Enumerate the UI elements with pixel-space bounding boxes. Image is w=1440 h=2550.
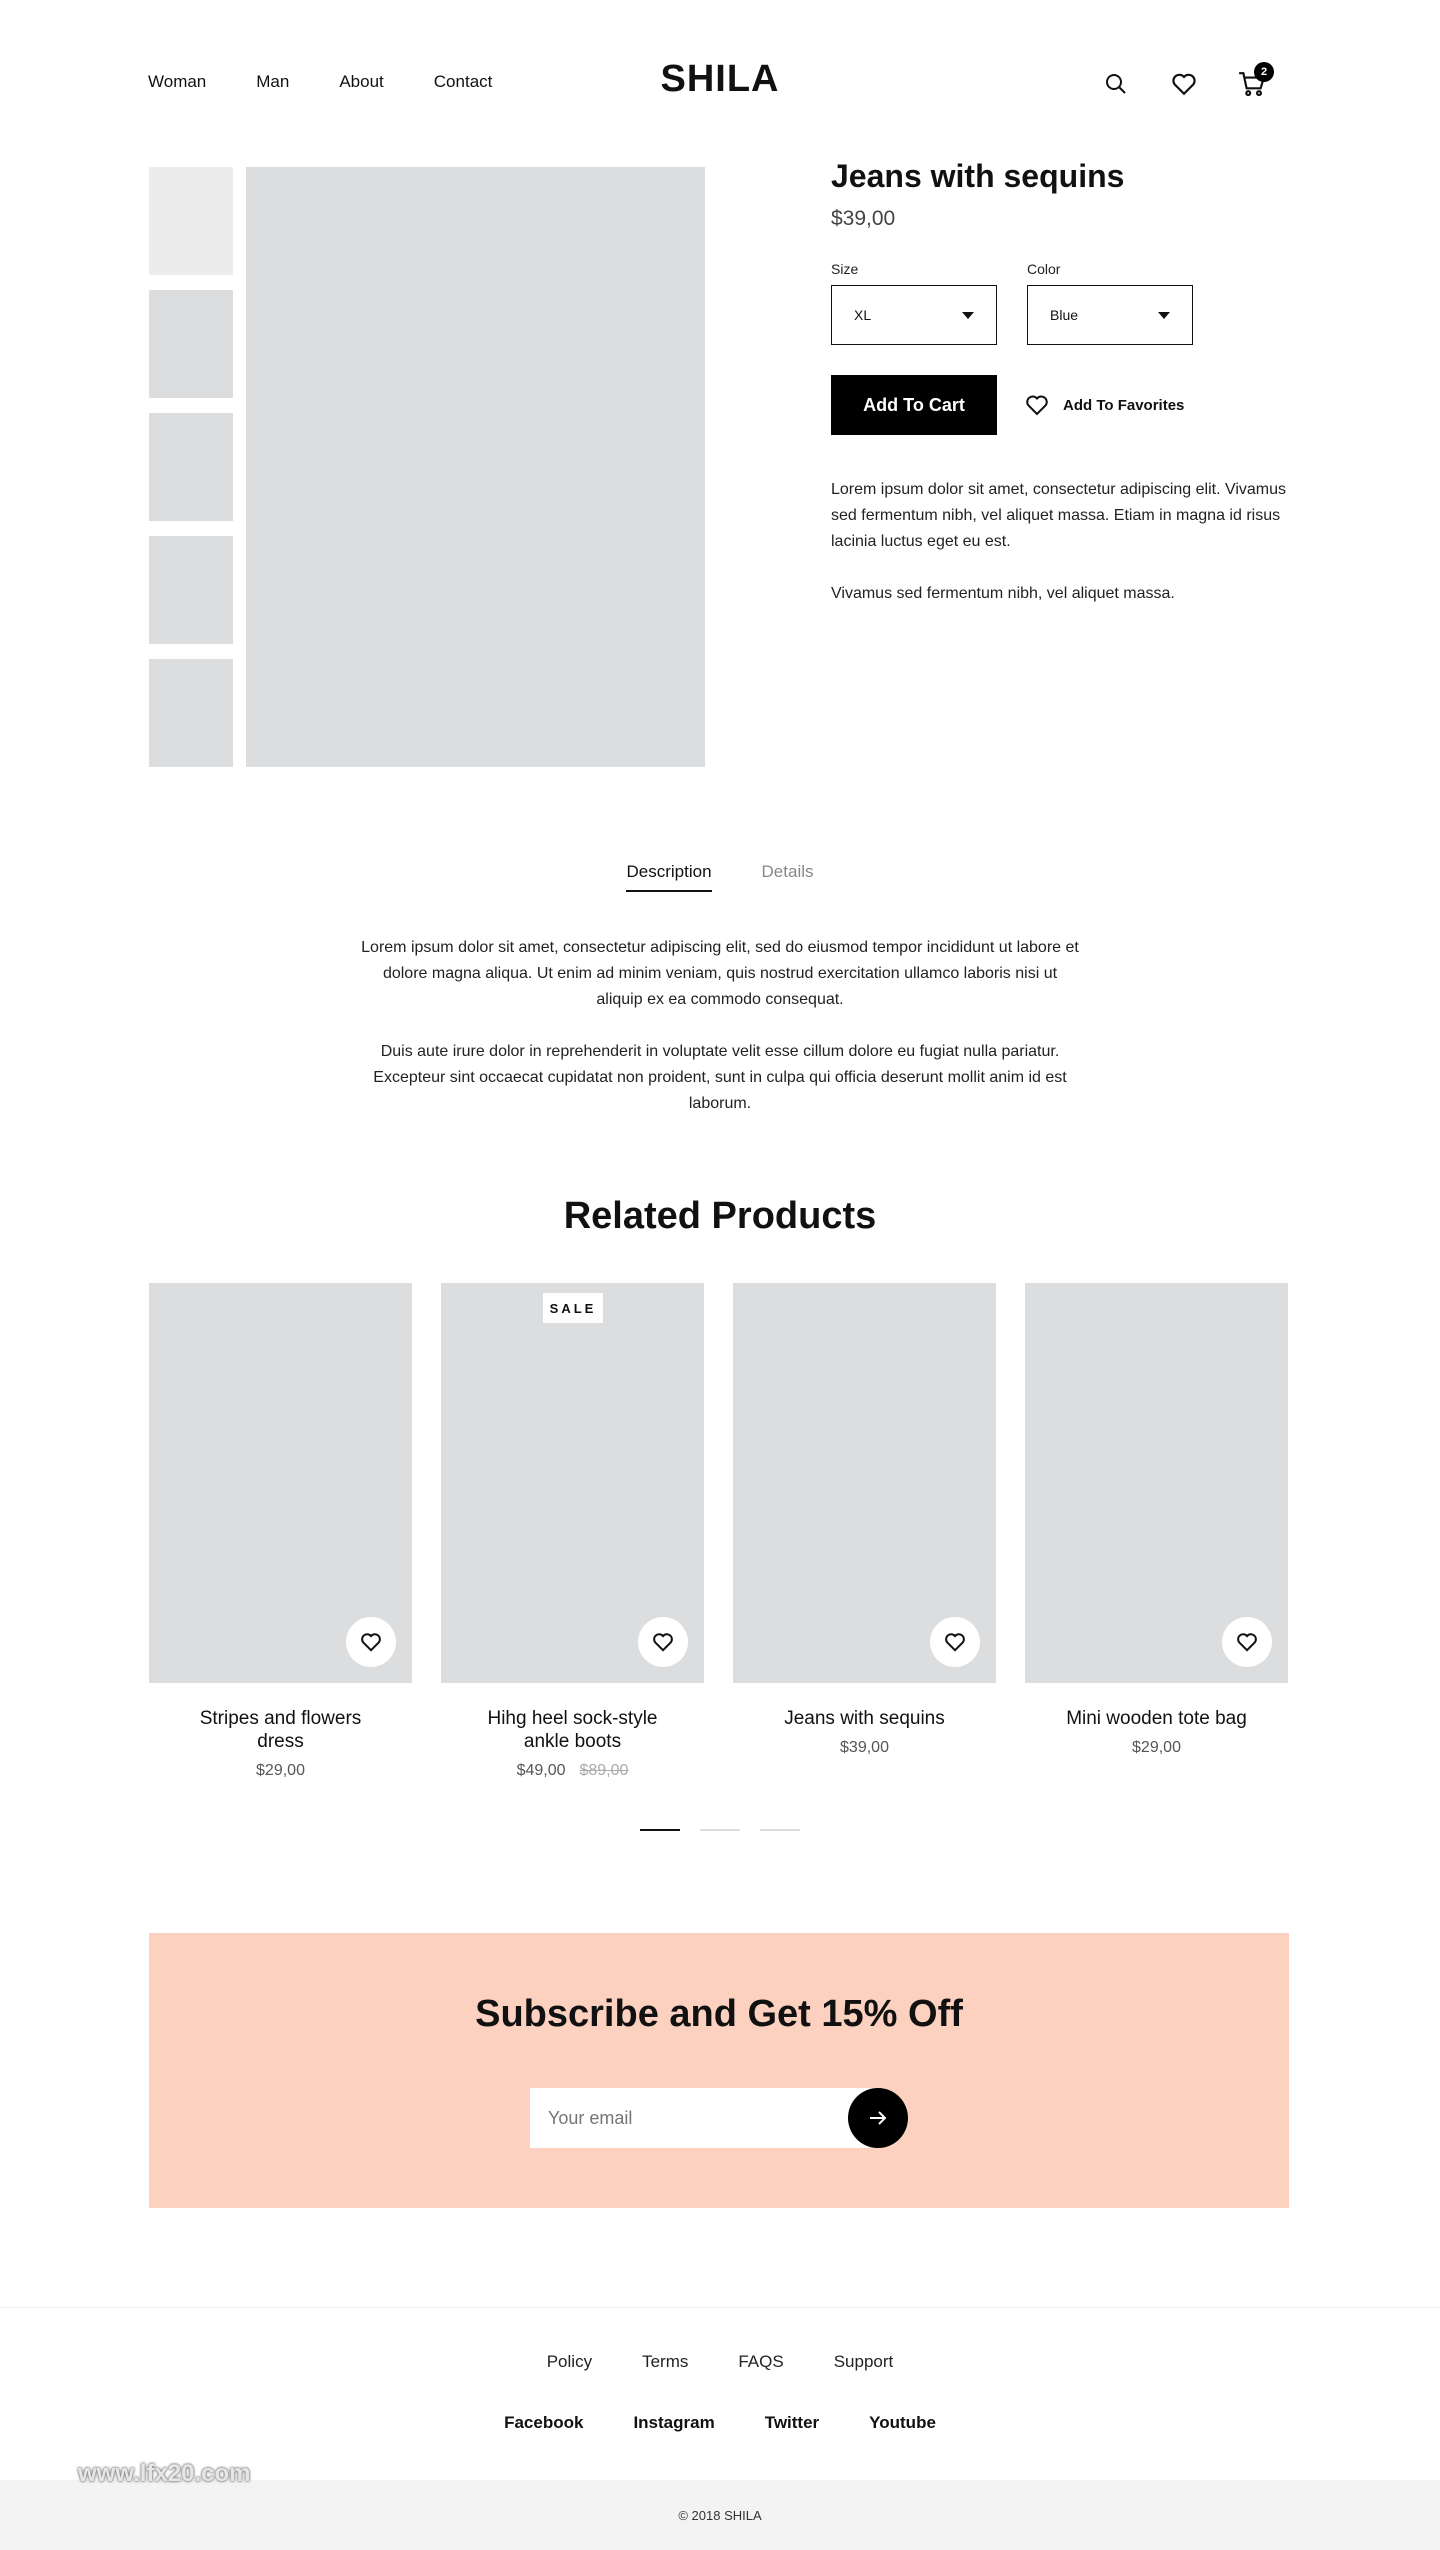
copyright-bar [0,2480,1440,2550]
header-actions [1100,68,1268,100]
color-label: Color [1027,261,1061,277]
tab-paragraph: Duis aute irure dolor in reprehenderit in voluptate velit esse cillum dolore eu fugiat nulla pariatur. Excepteur sint occaecat cupidatat non proident, sunt in culpa qui officia deserunt mollit anim id est laborum. [373,1043,1067,1112]
search-icon[interactable] [1100,68,1132,100]
size-select[interactable] [831,285,997,345]
thumbnail-3[interactable] [149,413,233,521]
tab-content [360,935,1080,1117]
carousel-dot-3[interactable] [760,1829,800,1831]
footer-links [0,2352,1440,2372]
nav-item-contact[interactable]: Contact [433,72,493,91]
heart-icon [1236,1632,1258,1652]
thumbnail-list [149,167,233,782]
heart-icon[interactable] [1168,68,1200,100]
product-card-price [1025,1739,1288,1757]
color-select[interactable] [1027,285,1193,345]
watermark: www.lfx20.com [78,2460,251,2487]
size-label: Size [831,261,859,277]
add-to-favorites-label: Add To Favorites [1063,396,1185,414]
product-card-name[interactable]: Stripes and flowers dress [199,1708,362,1752]
footer-link-policy[interactable]: Policy [546,2352,593,2371]
footer-divider [0,2307,1440,2308]
footer-social-links [0,2413,1440,2433]
nav-item-about[interactable]: About [339,72,384,91]
current-price: $29,00 [1132,1739,1181,1756]
caret-down-icon [1158,312,1170,319]
product-card-image[interactable] [1025,1283,1288,1683]
footer-link-terms[interactable]: Terms [642,2352,689,2371]
product-tabs [0,862,1440,892]
sale-badge: SALE [543,1293,603,1323]
site-logo[interactable]: SHILA [660,58,780,100]
cart-icon[interactable] [1236,68,1268,100]
social-link-facebook[interactable]: Facebook [504,2413,584,2432]
social-link-youtube[interactable]: Youtube [869,2413,936,2432]
add-to-cart-button[interactable]: Add To Cart [831,375,997,435]
product-short-description [831,477,1291,607]
subscribe-title: Subscribe and Get 15% Off [475,1993,963,2035]
size-value: XL [854,307,872,323]
color-group [1027,261,1193,345]
product-card[interactable] [733,1283,996,1780]
arrow-right-icon [868,2109,888,2127]
wishlist-button[interactable] [346,1617,396,1667]
current-price: $49,00 [516,1762,566,1779]
tab-details[interactable]: Details [761,862,814,881]
product-price: $39,00 [831,207,896,230]
current-price: $39,00 [840,1739,889,1756]
add-to-favorites-link[interactable] [1025,394,1184,416]
related-products-title: Related Products [563,1195,877,1237]
carousel-pagination [0,1829,1440,1831]
copyright-text: © 2018 SHILA [678,2507,762,2523]
size-group [831,261,997,345]
product-actions [831,375,1291,435]
caret-down-icon [962,312,974,319]
carousel-dot-1[interactable] [640,1829,680,1831]
heart-icon [652,1632,674,1652]
cart-count-badge: 2 [1254,62,1274,82]
subscribe-banner [149,1933,1289,2208]
product-card[interactable] [1025,1283,1288,1780]
subscribe-form [530,2088,908,2148]
email-field[interactable] [530,2088,870,2148]
color-value: Blue [1050,307,1079,323]
product-card-name[interactable]: Jeans with sequins [784,1708,945,1729]
heart-icon [1025,394,1049,416]
product-options [831,261,1291,345]
product-info [831,158,1291,607]
heart-icon [360,1632,382,1652]
product-card-price [733,1739,996,1757]
product-card[interactable] [149,1283,412,1780]
product-title: Jeans with sequins [831,158,1125,194]
nav-item-man[interactable]: Man [256,72,290,91]
thumbnail-1[interactable] [149,167,233,275]
subscribe-button[interactable] [848,2088,908,2148]
carousel-dot-2[interactable] [700,1829,740,1831]
thumbnail-4[interactable] [149,536,233,644]
thumbnail-5[interactable] [149,659,233,767]
tab-description[interactable]: Description [626,862,711,892]
wishlist-button[interactable] [930,1617,980,1667]
old-price: $89,00 [579,1762,629,1779]
footer-link-faqs[interactable]: FAQS [738,2352,784,2371]
product-card-image[interactable] [149,1283,412,1683]
wishlist-button[interactable] [1222,1617,1272,1667]
nav-item-woman[interactable]: Woman [148,72,207,91]
main-product-image [246,167,705,767]
product-description-paragraph: Lorem ipsum dolor sit amet, consectetur adipiscing elit. Vivamus sed fermentum nibh, vel aliquet massa. Etiam in magna id risus lacinia luctus eget eu est. [831,481,1287,550]
product-card-name[interactable]: Hihg heel sock-style ankle boots [487,1708,658,1752]
product-card[interactable] [441,1283,704,1780]
site-header [0,0,1440,165]
current-price: $29,00 [256,1762,305,1779]
product-card-price [441,1762,704,1780]
social-link-twitter[interactable]: Twitter [764,2413,820,2432]
social-link-instagram[interactable]: Instagram [633,2413,715,2432]
product-card-price [149,1762,412,1780]
thumbnail-2[interactable] [149,290,233,398]
product-description-paragraph: Vivamus sed fermentum nibh, vel aliquet massa. [831,585,1175,602]
product-card-image[interactable] [733,1283,996,1683]
related-products-list [149,1283,1288,1780]
product-card-name[interactable]: Mini wooden tote bag [1066,1708,1247,1729]
wishlist-button[interactable] [638,1617,688,1667]
footer-link-support[interactable]: Support [833,2352,894,2371]
product-card-image[interactable] [441,1283,704,1683]
tab-paragraph: Lorem ipsum dolor sit amet, consectetur adipiscing elit, sed do eiusmod tempor incididunt ut labore et dolore magna aliqua. Ut enim ad minim veniam, quis nostrud exercitation ullamco laboris nisi ut aliquip ex ea commodo consequat. [361,939,1079,1008]
heart-icon [944,1632,966,1652]
